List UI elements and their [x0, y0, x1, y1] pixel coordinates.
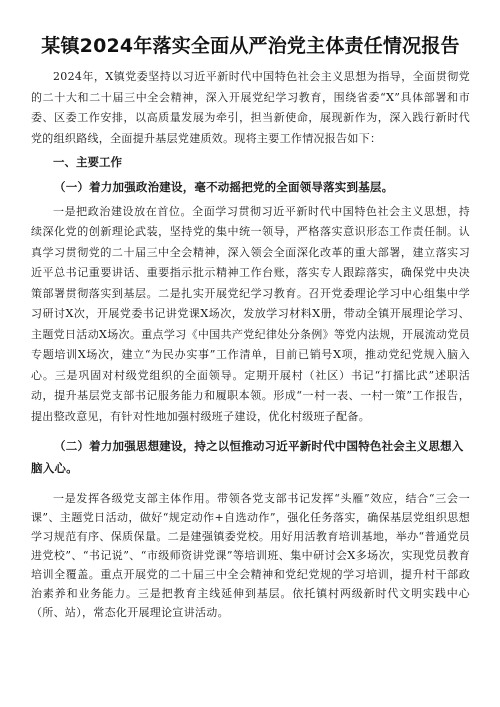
subsection-heading-ideological: （二）着力加强思想建设，持之以恒推动习近平新时代中国特色社会主义思想入脑入心。 — [31, 439, 464, 475]
ideological-building-paragraph: 一是发挥各级党支部主体作用。带领各党支部书记发挥“头雁”效应，结合“三会一课”、主题党日活动，做好“规定动作+自选动作”，强化任务落实，确保基层党组织思想学习规范有序、保质保量。二是建强镇委党校。用好用活教育培训基地，举办“普通党员进党校”、“书记说”、“市级师资讲党课”等培训班、集中研讨会X多场次，实现党员教育培训全覆盖。重点开展党的二十届三中全会精神和党纪党规的学习培训，提升村干部政治素养和业务能力。三是把教育主线延伸到基层。依托镇村两级新时代文明实践中心（所、站），常态化开展理论宣讲活动。 — [31, 492, 470, 619]
political-building-paragraph: 一是把政治建设放在首位。全面学习贯彻习近平新时代中国特色社会主义思想，持续深化党的创新理论武装，坚持党的集中统一领导，严格落实意识形态工作责任制。认真学习贯彻党的二十届三中全会精神，深入领会全面深化改革的重大部署，建立落实习近平总书记重要讲话、重要指示批示精神工作台账，落实专人跟踪落实，确保党中央决策部署贯彻落实到基层。二是扎实开展党纪学习教育。召开党委理论学习中心组集中学习研讨X次，开展党委书记讲党课X场次，发放学习材料X册，带动全镇开展理论学习、主题党日活动X场次。重点学习《中国共产党纪律处分条例》等党内法规，开展流动党员专题培训X场次，建立“为民办实事”工作清单，目前已销号X项，推动党纪党规入脑入心。三是巩固对村级党组织的全面领导。定期开展村（社区）书记“打擂比武”述职活动，提升基层党支部书记服务能力和履职本领。形成“一村一表、一村一策”工作报告，提出整改意见，有针对性地加强村级班子建设，优化村级班子配备。 — [31, 204, 470, 423]
intro-paragraph: 2024年，X镇党委坚持以习近平新时代中国特色社会主义思想为指导，全面贯彻党的二十大和二十届三中全会精神，深入开展党纪学习教育，围绕省委“X”具体部署和市委、区委工作安排，以高质量发展为牵引，担当新使命，展现新作为，深入践行新时代党的组织路线，全面提升基层党建质效。现将主要工作情况报告如下： — [31, 70, 470, 145]
document-title: 某镇2024年落实全面从严治党主体责任情况报告 — [41, 35, 460, 57]
section-heading-main-work: 一、主要工作 — [53, 155, 122, 169]
subsection-heading-political: （一）着力加强政治建设，毫不动摇把党的全面领导落实到基层。 — [54, 179, 394, 194]
